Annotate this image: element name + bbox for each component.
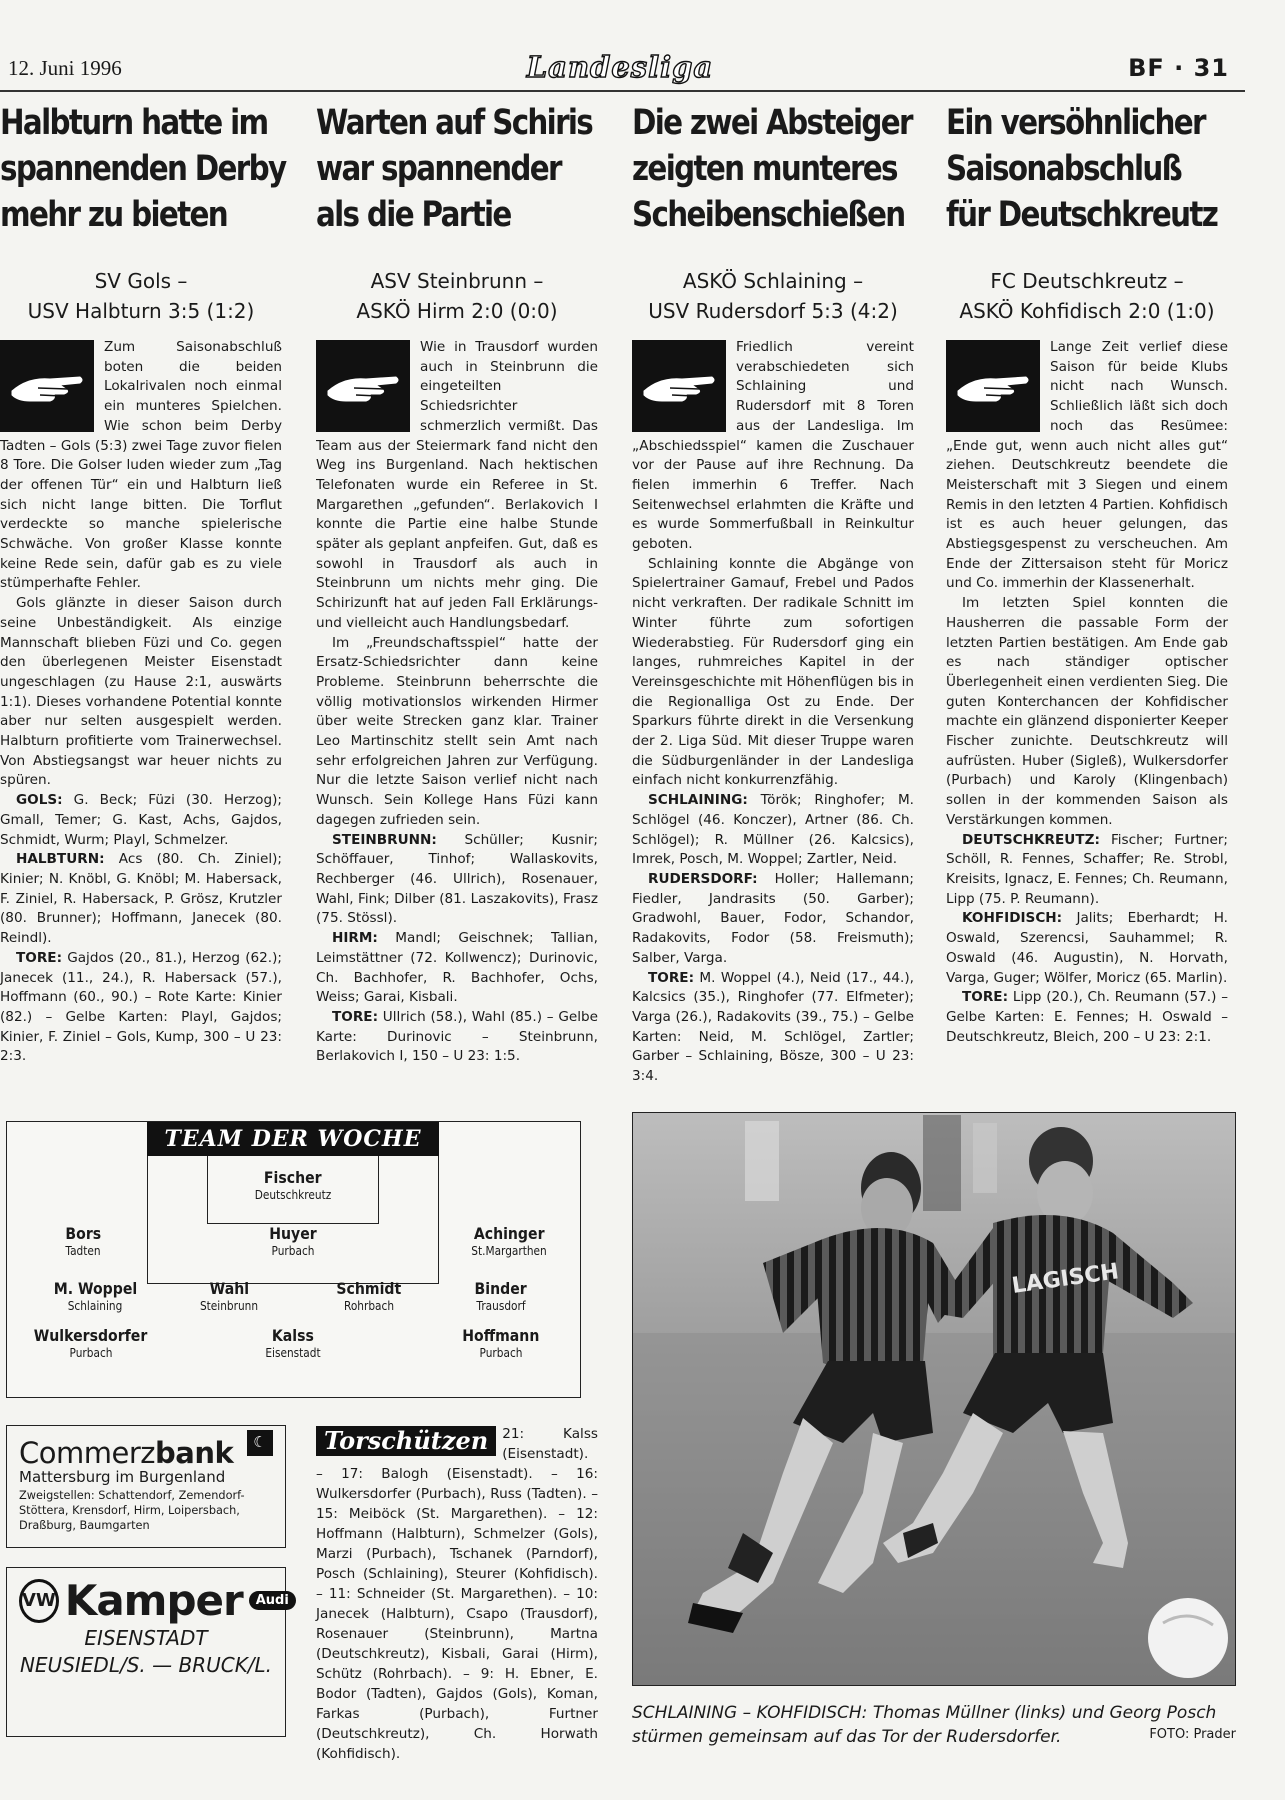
player: Schmidt Rohrbach bbox=[336, 1279, 402, 1313]
pointing-hand-icon bbox=[316, 340, 410, 432]
article-paragraph: Im letzten Spiel konnten die Hausherren die passable Form der letzten Partien bestätigen. Am Ende gab es nach ständiger optischer Überlegenheit einen verdienten Sieg. Die guten Konterchancen der Kohfidischer machte ein glänzend disponierter Keeper Fischer zunichte. Deutschkreutz will aufrüsten. Huber (Sigleß), Wulkersdorfer (Purbach) und Karoly (Klingenbach) sollen in der kommenden Saison als Verstärkungen kommen. bbox=[946, 595, 1228, 828]
top-scorers bbox=[316, 1424, 598, 1764]
photo-credit: FOTO: Prader bbox=[1149, 1727, 1236, 1742]
article-schlaining-rudersdorf bbox=[632, 100, 914, 1090]
article-gols-halbturn bbox=[0, 100, 286, 1090]
article-headline: Ein versöhnlicher Saisonabschluß für Deutschkreutz bbox=[946, 103, 1218, 235]
player: Wulkersdorfer Purbach bbox=[34, 1326, 148, 1360]
player: Wahl Steinbrunn bbox=[199, 1279, 259, 1313]
article-headline: Warten auf Schiris war spannender als die Partie bbox=[316, 103, 593, 235]
article-paragraph: Zum Saisonabschluß boten die beiden Lokalrivalen noch einmal ein munteres Spielchen. Wie schon beim Derby Tadten – Gols (5:3) zwei Tage zuvor fielen 8 Tore. Die Golser luden wieder zum „Tag der offenen Tür“ ein und Halbturn ließ sich nicht lange bitten. Die Torflut verdeckte so manche spielerische Schwäche. Von großer Klasse konnte keine Rede sein, dafür gab es zu viele stümperhafte Fehler. bbox=[0, 339, 282, 592]
match-photo bbox=[632, 1112, 1236, 1686]
lineup-line: TORE: M. Woppel (4.), Neid (17., 44.), Kalcsics (35.), Ringhofer (77. Elfmeter); Varga (26.), Radakovits (39., 75.) – Gelbe Karten: Neid, M. Schlögel, Zartler; Garber – Schlaining, Bösze, 300 – U 23: 3:4. bbox=[632, 969, 914, 1085]
lineup-line: DEUTSCHKREUTZ: Fischer; Furtner; Schöll, R. Fennes, Schaffer; Re. Strobl, Kreisits, Ignacz, E. Fennes; Ch. Reumann, Lipp (75. P. Reumann). bbox=[946, 831, 1229, 907]
header-rule bbox=[0, 90, 1245, 92]
lineup-line: TORE: Lipp (20.), Ch. Reumann (57.) – Gelbe Karten: E. Fennes; H. Oswald – Deutschkreutz, Bleich, 200 – U 23: 2:1. bbox=[946, 989, 1228, 1045]
lineup-line: STEINBRUNN: Schüller; Kusnir; Schöffauer, Tinhof; Wallaskovits, Rechberger (46. Ullrich), Rosenauer, Wahl, Fink; Dilber (81. Laszakovits), Frasz (75. Stössl). bbox=[316, 831, 598, 927]
shirt-sponsor: LAGISCH bbox=[1010, 1259, 1121, 1299]
player: Binder Trausdorf bbox=[474, 1279, 528, 1313]
kamper-city: EISENSTADT bbox=[84, 1626, 208, 1650]
match-result: ASV Steinbrunn – ASKÖ Hirm 2:0 (0:0) bbox=[356, 269, 558, 323]
lineup-line: GOLS: G. Beck; Füzi (30. Herzog); Gmall, Temer; G. Kast, Achs, Gajdos, Schmidt, Wurm; Playl, Schmelzer. bbox=[0, 792, 283, 848]
match-result: ASKÖ Schlaining – USV Rudersdorf 5:3 (4:2) bbox=[648, 269, 898, 323]
article-deutschkreutz-kohfidisch bbox=[946, 100, 1228, 1090]
issue-date: 12. Juni 1996 bbox=[8, 56, 122, 80]
top-scorers-title: Torschützen bbox=[316, 1426, 496, 1456]
article-headline: Die zwei Absteiger zeigten munteres Scheibenschießen bbox=[632, 103, 912, 235]
page-number: BF · 31 bbox=[1128, 54, 1229, 82]
article-paragraph: Wie in Trausdorf wurden auch in Steinbrunn die eingeteilten Schiedsrichter schmerzlich vermißt. Das Team aus der Steiermark fand nicht den Weg ins Burgenland. Nach hektischen Telefonaten wurde ein Referee in St. Margarethen „gefunden“. Berlakovich I konnte die Partie eine halbe Stunde später als geplant anpfeifen. Gut, daß es sowohl in Trausdorf als auch in Steinbrunn um nichts mehr ging. Die Schirizunft hat auf jeden Fall Erklärungs- und vielleicht auch Handlungsbedarf. bbox=[316, 339, 598, 631]
lineup-line: TORE: Ullrich (58.), Wahl (85.) – Gelbe Karte: Durinovic – Steinbrunn, Berlakovich I, 150 – U 23: 1:5. bbox=[316, 1008, 598, 1065]
match-result: SV Gols – USV Halbturn 3:5 (1:2) bbox=[27, 269, 255, 323]
player: Huyer Purbach bbox=[269, 1224, 317, 1258]
lineup-line: RUDERSDORF: Holler; Hallemann; Fiedler, Jandrasits (50. Garber); Gradwohl, Bauer, Fodor, Schandor, Radakovits, Fodor (58. Freismuth); Salber, Varga. bbox=[632, 870, 914, 966]
vw-logo-icon: VW bbox=[19, 1579, 59, 1623]
kamper-ad bbox=[6, 1567, 289, 1737]
lineup-line: HIRM: Mandl; Geischnek; Tallian, Leimstättner (72. Kollwencz); Durinovic, Ch. Bachhofer, R. Bachhofer, Ochs, Weiss; Garai, Kisbali. bbox=[316, 930, 598, 1006]
photo-caption: SCHLAINING – KOHFIDISCH: Thomas Müllner (links) und Georg Posch stürmen gemeinsam auf das Tor der Rudersdorfer. FOTO: Prader bbox=[632, 1703, 1236, 1747]
commerzbank-logo: Commerzbank bbox=[19, 1436, 234, 1470]
article-paragraph: Gols glänzte in dieser Saison durch seine Unbeständigkeit. Als einzige Mannschaft blieben Füzi und Co. gegen den überlegenen Meister Eisenstadt ungeschlagen (zu Hause 2:1, auswärts 1:1). Dieses vorhandene Potential konnte aber nur selten ausgespielt werden. Halbturn profitierte vom Trainerwechsel. Von Abstiegsangst war heuer nichts zu spüren. bbox=[0, 595, 282, 789]
top-scorers-list: 21: Kalss (Eisenstadt). – 17: Balogh (Eisenstadt). – 16: Wulkersdorfer (Purbach), Russ (Tadten). – 15: Meiböck (St. Margarethen). – 12: Hoffmann (Halbturn), Schmelzer (Gols), Marzi (Purbach), Tschanek (Parndorf), Posch (Schlaining), Steurer (Kohfidisch). – 11: Schneider (St. Margarethen). – 10: Janecek (Halbturn), Csapo (Trausdorf), Rosenauer (Steinbrunn), Martna (Deutschkreutz), Kisbali, Garai (Hirm), Schütz (Rohrbach). – 9: H. Ebner, E. Bodor (Tadten), Gajdos (Gols), Koman, Farkas (Purbach), Furtner (Deutschkreutz), Ch. Horwath (Kohfidisch). bbox=[316, 1426, 598, 1762]
match-result: FC Deutschkreutz – ASKÖ Kohfidisch 2:0 (1:0) bbox=[959, 269, 1215, 323]
article-steinbrunn-hirm bbox=[316, 100, 598, 1090]
commerzbank-location: Mattersburg im Burgenland bbox=[19, 1468, 226, 1486]
lineup-line: KOHFIDISCH: Jalits; Eberhardt; H. Oswald, Szerencsi, Sauhammel; R. Oswald (46. Augustin), N. Horvath, Varga, Guger; Wölfer, Moricz (65. Marlin). bbox=[946, 910, 1228, 986]
section-title: Landesliga bbox=[526, 50, 714, 84]
lineup-line: HALBTURN: Acs (80. Ch. Ziniel); Kinier; N. Knöbl, G. Knöbl; M. Habersack, F. Ziniel, R. Habersack, P. Grösz, Krutzler (80. Brunner); Hoffmann, Janecek (80. Reindl). bbox=[0, 851, 283, 947]
pointing-hand-icon bbox=[0, 340, 94, 432]
player: M. Woppel Schlaining bbox=[53, 1279, 137, 1313]
article-paragraph: Lange Zeit verlief diese Saison für beide Klubs nicht nach Wunsch. Schließlich läßt sich doch noch das Resümee: „Ende gut, wenn auch nicht alles gut“ ziehen. Deutschkreutz beendete die Meisterschaft mit 3 Siegen und einem Remis in den letzten 4 Partien. Kohfidisch ist es auch heuer gelungen, das Abstiegsgespenst zu verscheuchen. Am Ende der Zittersaison steht für Moricz und Co. immerhin der Klassenerhalt. bbox=[946, 339, 1228, 592]
commerzbank-logo-icon: ☾ bbox=[247, 1430, 273, 1456]
team-of-the-week-title: TEAM DER WOCHE bbox=[147, 1122, 439, 1156]
player: Hoffmann Purbach bbox=[462, 1326, 540, 1360]
pointing-hand-icon bbox=[946, 340, 1040, 432]
article-paragraph: Im „Freundschaftsspiel“ hatte der Ersatz-Schiedsrichter dann keine Probleme. Steinbrunn beherrschte die völlig motivationslos wirkenden Hirmer über weite Strecken ganz klar. Trainer Leo Martinschitz stellt sein Amt nach sehr erfolgreichen Jahren zur Verfügung. Nur die letzte Saison verlief nicht nach Wunsch. Sein Kollege Hans Füzi kann dagegen zufrieden sein. bbox=[316, 634, 598, 828]
audi-logo-icon: Audi bbox=[249, 1591, 296, 1610]
player: Bors Tadten bbox=[65, 1224, 101, 1258]
team-of-the-week bbox=[6, 1121, 581, 1398]
article-headline: Halbturn hatte im spannenden Derby mehr zu bieten bbox=[0, 103, 286, 235]
article-paragraph: Schlaining konnte die Abgänge von Spielertrainer Gamauf, Frebel und Pados nicht verkraften. Der radikale Schnitt im Winter führte zum sofortigen Wiederabstieg. Für Rudersdorf ging ein langes, ruhmreiches Kapitel in der Vereinsgeschichte mit Höhenflügen bis in die Regionalliga Ost zu Ende. Der Sparkurs führte direkt in die Versenkung der 2. Liga Süd. Mit dieser Truppe waren die Südburgenländer in der Landesliga einfach nicht konkurrenzfähig. bbox=[632, 555, 914, 789]
player: Kalss Eisenstadt bbox=[265, 1326, 321, 1360]
commerzbank-ad bbox=[6, 1425, 286, 1548]
lineup-line: SCHLAINING: Török; Ringhofer; M. Schlögel (46. Konczer), Artner (86. Ch. Schlögel); R. Müllner (26. Kalcsics), Imrek, Posch, M. Woppel; Zartler, Neid. bbox=[632, 792, 914, 868]
lineup-line: TORE: Gajdos (20., 81.), Herzog (62.); Janecek (11., 24.), R. Habersack (57.), Hoffmann (60., 90.) – Rote Karte: Kinier (82.) – Gelbe Karten: Playl, Gajdos; Kinier, F. Ziniel – Gols, Kump, 300 – U 23: 2:3. bbox=[0, 949, 282, 1065]
player: Achinger St.Margarthen bbox=[471, 1224, 547, 1258]
commerzbank-branches: Zweigstellen: Schattendorf, Zemendorf-Stöttera, Krensdorf, Hirm, Loipersbach, Draßburg, Baumgarten bbox=[19, 1489, 245, 1532]
article-paragraph: Friedlich vereint verabschiedeten sich Schlaining und Rudersdorf mit 8 Toren aus der Landesliga. Im „Abschiedsspiel“ kamen die Zuschauer vor der Pause auf ihre Rechnung. Da fielen immerhin 6 Treffer. Nach Seitenwechsel erlahmten die Kräfte und es wurde Sommerfußball in Reinkultur geboten. bbox=[632, 339, 914, 553]
player-goalkeeper: Fischer Deutschkreutz bbox=[254, 1168, 332, 1202]
pointing-hand-icon bbox=[632, 340, 726, 432]
kamper-name: Kamper bbox=[64, 1576, 243, 1625]
kamper-city-branches: NEUSIEDL/S. — BRUCK/L. bbox=[19, 1653, 273, 1677]
